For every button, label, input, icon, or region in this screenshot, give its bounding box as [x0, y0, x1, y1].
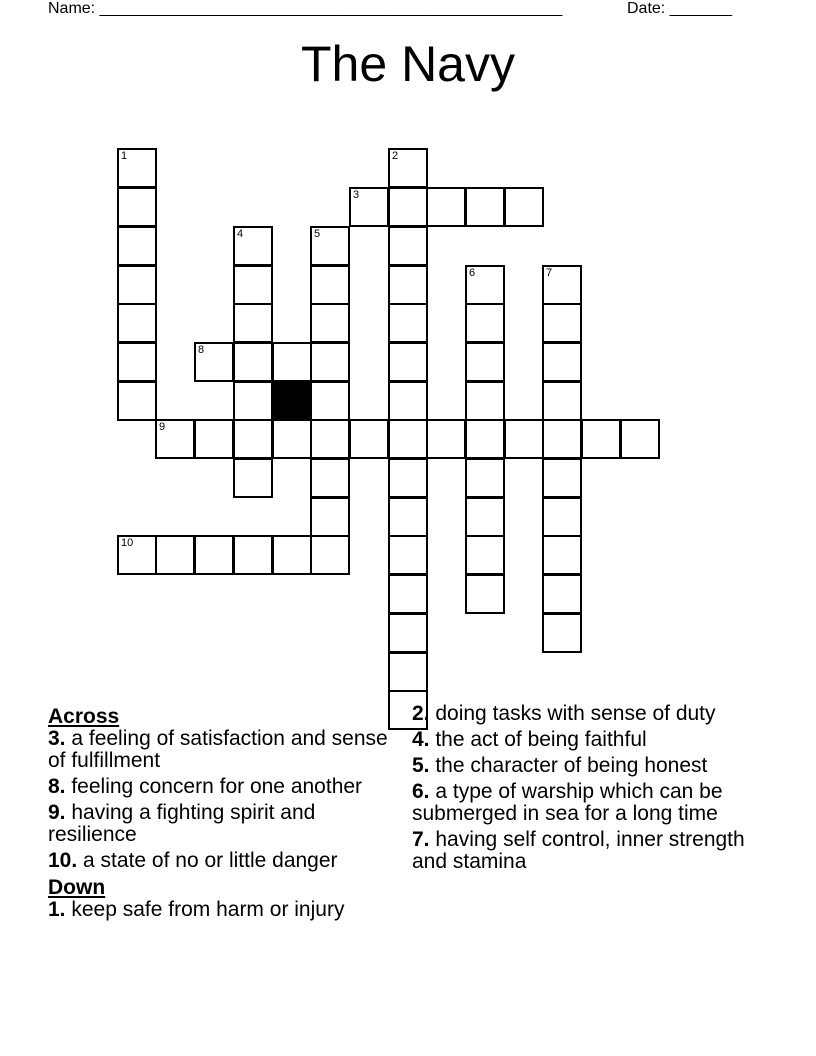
down-clue: [48, 899, 393, 921]
crossword-cell[interactable]: [310, 419, 350, 459]
down-clue: [412, 781, 757, 825]
page-title: The Navy: [301, 36, 515, 92]
crossword-cell[interactable]: [233, 535, 273, 575]
crossword-cell[interactable]: [504, 187, 544, 227]
crossword-cell[interactable]: [465, 342, 505, 382]
clue-text: a type of warship which can be submerged in sea for a long time: [412, 780, 723, 825]
crossword-cell[interactable]: [542, 497, 582, 537]
crossword-cell[interactable]: [194, 535, 234, 575]
clue-number-label: 9: [159, 421, 166, 433]
across-heading: Across: [48, 705, 120, 728]
crossword-cell[interactable]: [117, 535, 157, 575]
crossword-cell[interactable]: [542, 381, 582, 421]
crossword-cell[interactable]: [388, 381, 428, 421]
crossword-cell[interactable]: [349, 419, 389, 459]
crossword-cell[interactable]: [388, 497, 428, 537]
down-clue: [412, 829, 757, 873]
crossword-cell[interactable]: [310, 535, 350, 575]
crossword-cell[interactable]: [388, 613, 428, 653]
crossword-cell[interactable]: [465, 265, 505, 305]
crossword-cell[interactable]: [465, 419, 505, 459]
crossword-cell[interactable]: [310, 342, 350, 382]
crossword-cell[interactable]: [233, 381, 273, 421]
crossword-cell[interactable]: [233, 419, 273, 459]
clue-number: 4.: [412, 728, 430, 751]
date-field: Date: _______: [627, 0, 732, 17]
clue-number: 9.: [48, 801, 66, 824]
crossword-cell[interactable]: [426, 187, 466, 227]
crossword-cell[interactable]: [233, 342, 273, 382]
crossword-cell[interactable]: [388, 303, 428, 343]
clue-text: a feeling of satisfaction and sense of fulfillment: [48, 727, 388, 772]
clue-number-label: 3: [353, 189, 360, 201]
crossword-cell[interactable]: [388, 342, 428, 382]
across-clue: [48, 776, 393, 798]
crossword-cell[interactable]: [465, 458, 505, 498]
clue-text: feeling concern for one another: [65, 775, 363, 798]
clue-number: 5.: [412, 754, 430, 777]
clue-number-label: 8: [198, 344, 205, 356]
crossword-cell[interactable]: [542, 613, 582, 653]
crossword-cell[interactable]: [310, 381, 350, 421]
clue-number: 10.: [48, 849, 78, 872]
crossword-cell[interactable]: [117, 342, 157, 382]
down-clue: [412, 755, 757, 777]
crossword-cell[interactable]: [465, 187, 505, 227]
crossword-cell[interactable]: [465, 535, 505, 575]
crossword-cell[interactable]: [233, 303, 273, 343]
crossword-cell[interactable]: [117, 303, 157, 343]
crossword-cell[interactable]: [542, 342, 582, 382]
crossword-cell[interactable]: [426, 419, 466, 459]
crossword-cell[interactable]: [117, 148, 157, 188]
black-square: [272, 381, 312, 421]
across-clue: [48, 850, 393, 872]
down-heading: Down: [48, 876, 106, 899]
crossword-cell[interactable]: [117, 381, 157, 421]
crossword-cell[interactable]: [349, 187, 389, 227]
crossword-cell[interactable]: [233, 226, 273, 266]
crossword-cell[interactable]: [233, 265, 273, 305]
clues-column-left: [48, 703, 393, 925]
down-clue: [412, 729, 757, 751]
crossword-cell[interactable]: [542, 419, 582, 459]
crossword-cell[interactable]: [233, 458, 273, 498]
crossword-cell[interactable]: [388, 458, 428, 498]
clue-number-label: 4: [237, 228, 244, 240]
clue-text: doing tasks with sense of duty: [429, 702, 716, 725]
clue-text: having self control, inner strength and stamina: [412, 828, 745, 873]
crossword-cell[interactable]: [388, 187, 428, 227]
crossword-cell[interactable]: [581, 419, 621, 459]
crossword-cell[interactable]: [272, 419, 312, 459]
clue-number-label: 7: [546, 267, 553, 279]
clue-number: 1.: [48, 898, 66, 921]
crossword-cell[interactable]: [310, 303, 350, 343]
crossword-cell[interactable]: [310, 497, 350, 537]
crossword-cell[interactable]: [388, 535, 428, 575]
clue-number: 8.: [48, 775, 66, 798]
clue-text: keep safe from harm or injury: [65, 898, 345, 921]
crossword-cell[interactable]: [117, 226, 157, 266]
clue-number-label: 6: [469, 267, 476, 279]
down-clue: [412, 703, 757, 725]
crossword-cell[interactable]: [465, 497, 505, 537]
crossword-cell[interactable]: [542, 265, 582, 305]
clue-number: 7.: [412, 828, 430, 851]
clue-number-label: 2: [392, 150, 399, 162]
crossword-cell[interactable]: [155, 535, 195, 575]
crossword-cell[interactable]: [465, 574, 505, 614]
clue-number: 3.: [48, 727, 66, 750]
crossword-cell[interactable]: [388, 574, 428, 614]
crossword-cell[interactable]: [388, 226, 428, 266]
clue-text: the character of being honest: [429, 754, 708, 777]
clue-text: a state of no or little danger: [77, 849, 338, 872]
crossword-cell[interactable]: [465, 381, 505, 421]
crossword-cell[interactable]: [465, 303, 505, 343]
clue-number-label: 10: [121, 537, 134, 549]
crossword-cell[interactable]: [117, 265, 157, 305]
crossword-cell[interactable]: [310, 265, 350, 305]
crossword-cell[interactable]: [542, 303, 582, 343]
crossword-cell[interactable]: [542, 574, 582, 614]
crossword-cell[interactable]: [388, 265, 428, 305]
crossword-cell[interactable]: [272, 342, 312, 382]
clue-text: the act of being faithful: [429, 728, 647, 751]
crossword-cell[interactable]: [542, 458, 582, 498]
clues-column-right: [412, 703, 757, 877]
clue-number-label: 1: [121, 150, 128, 162]
clue-number: 2.: [412, 702, 430, 725]
clue-number-label: 5: [314, 228, 321, 240]
crossword-cell[interactable]: [388, 652, 428, 692]
crossword-cell[interactable]: [117, 187, 157, 227]
clue-number: 6.: [412, 780, 430, 803]
crossword-cell[interactable]: [310, 458, 350, 498]
crossword-cell[interactable]: [155, 419, 195, 459]
across-clue: [48, 728, 393, 772]
crossword-cell[interactable]: [542, 535, 582, 575]
crossword-cell[interactable]: [504, 419, 544, 459]
across-clue: [48, 802, 393, 846]
name-field: Name: ____________________________________________________: [48, 0, 563, 17]
crossword-cell[interactable]: [194, 342, 234, 382]
crossword-cell[interactable]: [388, 148, 428, 188]
crossword-cell[interactable]: [272, 535, 312, 575]
crossword-cell[interactable]: [310, 226, 350, 266]
crossword-cell[interactable]: [194, 419, 234, 459]
crossword-cell[interactable]: [388, 419, 428, 459]
clue-text: having a fighting spirit and resilience: [48, 801, 316, 846]
crossword-cell[interactable]: [620, 419, 660, 459]
